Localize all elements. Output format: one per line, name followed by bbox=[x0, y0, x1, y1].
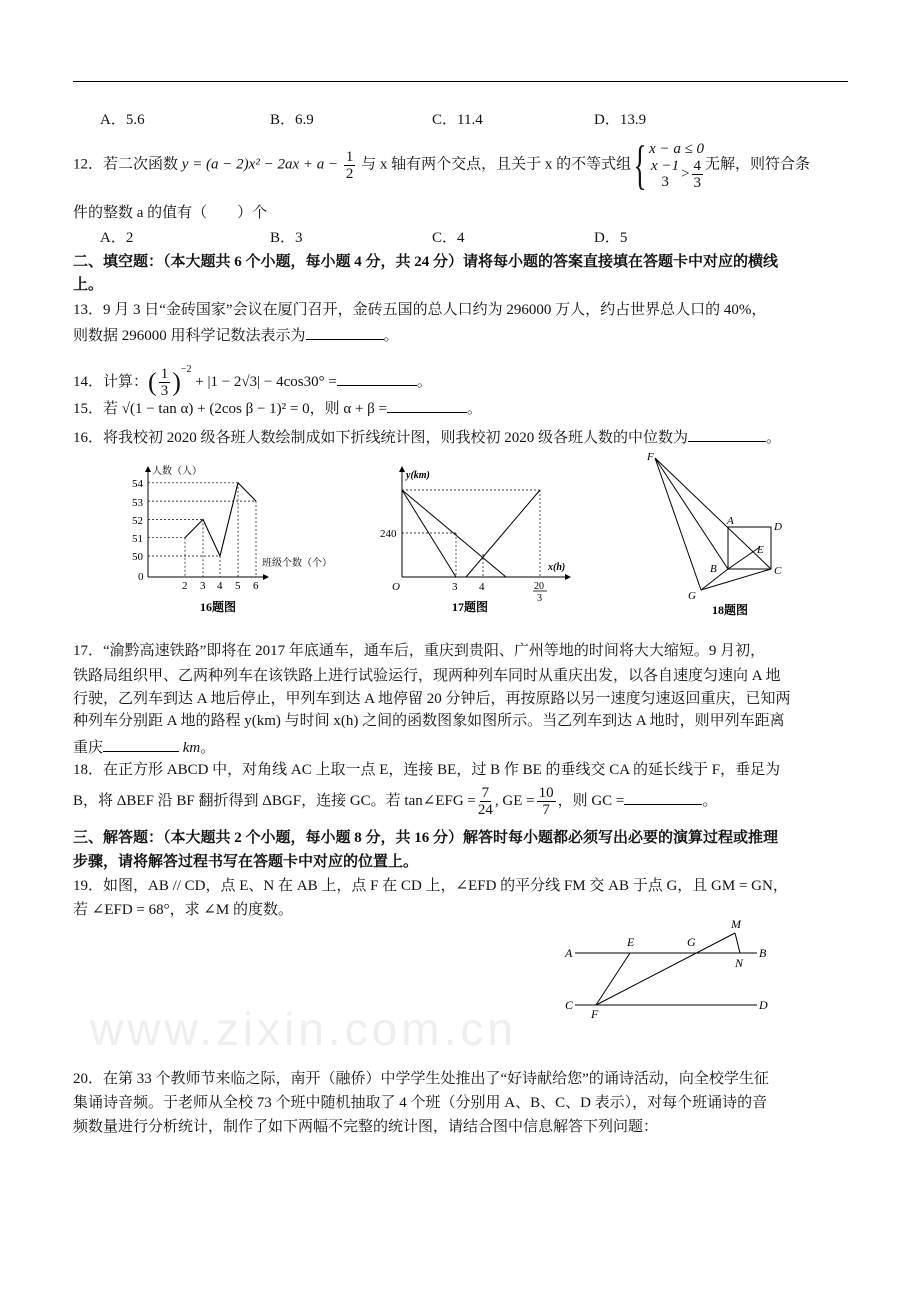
watermark: www.zixin.com.cn bbox=[90, 1003, 517, 1055]
fig18-label-d: D bbox=[774, 521, 782, 533]
fig18-label-a: A bbox=[727, 515, 734, 527]
denominator: 3 bbox=[693, 174, 702, 191]
q14: 14．计算：( $\frac{1}{3}$ )$^{-2}$ + |1 − 2√3| − 4cos30° = 。 bbox=[73, 364, 432, 400]
q17-line3: 行驶，乙列车到达 A 地后停止，甲列车到达 A 地停留 20 分钟后，再按原路以另一速度匀速返回重庆，已知两 bbox=[73, 691, 791, 707]
fig19-label-m: M bbox=[731, 917, 741, 931]
q11-option-b: B．6.9 bbox=[270, 112, 314, 128]
q20-line1: 20．在第 33 个教师节来临之际，南开（融侨）中学学生处推出了“好诗献给您”的诵诗活动，向全校学生征 bbox=[73, 1071, 769, 1087]
fig16-xtick: 6 bbox=[253, 580, 259, 592]
fig17-xtick: 3 bbox=[452, 581, 458, 593]
fig16-xtick: 5 bbox=[235, 580, 241, 592]
q18-line1: 18．在正方形 ABCD 中，对角线 AC 上取一点 E，连接 BE，过 B 作 BE 的垂线交 CA 的延长线于 F，垂足为 bbox=[73, 762, 781, 778]
q11-option-c: C．11.4 bbox=[432, 112, 483, 128]
numerator: 4 bbox=[693, 157, 702, 174]
numerator: 7 bbox=[481, 785, 490, 802]
q13-text: 则数据 296000 用科学记数法表示为 bbox=[73, 328, 306, 344]
fig16-ytick: 54 bbox=[132, 478, 143, 490]
fig17-xtick: 4 bbox=[479, 581, 485, 593]
denominator: 3 bbox=[160, 383, 169, 400]
fig17-graph bbox=[402, 467, 570, 577]
fig16-xtick: 2 bbox=[182, 580, 188, 592]
q19-line1: 19．如图，AB // CD，点 E、N 在 AB 上，点 F 在 CD 上，∠EFD 的平分线 FM 交 AB 于点 G，且 GM = GN， bbox=[73, 878, 788, 894]
fig19-label-n: N bbox=[735, 956, 744, 970]
fig16-ytick: 52 bbox=[132, 515, 143, 527]
brace-icon: { bbox=[633, 135, 647, 195]
fig19-label-e: E bbox=[627, 935, 635, 949]
fig16-data-line bbox=[185, 483, 256, 556]
fig16-ytick: 53 bbox=[132, 497, 143, 509]
numerator: x −1 bbox=[651, 158, 680, 174]
section3-heading-cont: 步骤，请将解答过程书写在答题卡中对应的位置上。 bbox=[73, 854, 419, 870]
q17-line2: 铁路局组织甲、乙两种列车在该铁路上进行试验运行，现两种列车同时从重庆出发，以各自速度匀速向 A 地 bbox=[73, 668, 781, 684]
unit: km bbox=[182, 740, 201, 756]
q12-function: y = (a − 2)x² − 2ax + a − bbox=[181, 156, 339, 173]
fig19-geometry bbox=[575, 933, 757, 1005]
q18-text-mid: , GE = bbox=[494, 793, 535, 809]
fig16-ylabel: 人数（人） bbox=[152, 466, 202, 477]
fig17-xtick-num: 20 bbox=[534, 581, 544, 592]
numerator: 10 bbox=[538, 785, 554, 802]
numerator: 1 bbox=[345, 148, 354, 165]
q18-line2 bbox=[73, 781, 717, 821]
q13-line1: 13．9 月 3 日“金砖国家”会议在厦门召开，金砖五国的总人口约为 296000 万人，约占世界总人口的 40%， bbox=[73, 302, 767, 318]
answer-blank bbox=[624, 790, 702, 805]
section2-heading-cont: 上。 bbox=[73, 277, 104, 293]
fig18-label-b: B bbox=[710, 563, 717, 575]
q17-line5 bbox=[73, 737, 215, 758]
inequality-1: x − a ≤ 0 bbox=[649, 140, 705, 157]
fig16-xtick: 4 bbox=[217, 580, 223, 592]
exponent: −2 bbox=[180, 364, 192, 375]
q11-option-a: A．5.6 bbox=[100, 112, 145, 128]
fig17-train-a-line bbox=[402, 490, 456, 577]
q18-text: B，将 ΔBEF 沿 BF 翻折得到 ΔBGF，连接 GC。若 tan∠EFG = bbox=[73, 793, 476, 809]
gt: > bbox=[681, 165, 690, 182]
fig19-label-c: C bbox=[565, 998, 574, 1012]
period: 。 bbox=[416, 374, 432, 390]
fig18-label-f: F bbox=[647, 451, 654, 463]
period: 。 bbox=[383, 328, 399, 344]
fig17-origin: O bbox=[392, 581, 400, 593]
denominator: 3 bbox=[661, 174, 669, 190]
period: 。 bbox=[467, 401, 483, 417]
fig16-line-chart bbox=[148, 467, 268, 577]
period: 。 bbox=[200, 740, 216, 756]
section2-heading: 二、填空题：（本大题共 6 个小题，每小题 4 分，共 24 分）请将每小题的答案直接填在答题卡中对应的横线 bbox=[73, 254, 779, 270]
fig18-label-e: E bbox=[757, 544, 764, 556]
fig19-label-g: G bbox=[687, 935, 696, 949]
fig19-label-f: F bbox=[591, 1007, 599, 1021]
q18-text-end: ，则 GC = bbox=[557, 793, 625, 809]
fig17-xtick-den: 3 bbox=[537, 593, 542, 604]
q17-line1: 17．“渝黔高速铁路”即将在 2017 年底通车，通车后，重庆到贵阳、广州等地的时间将大大缩短。9 月初， bbox=[73, 643, 766, 659]
denominator: 24 bbox=[477, 802, 493, 819]
fig17-caption: 17题图 bbox=[452, 600, 489, 614]
fig16-caption: 16题图 bbox=[200, 600, 237, 614]
fig16-ytick: 51 bbox=[132, 533, 143, 545]
fig16-xlabel: 班级个数（个） bbox=[262, 558, 332, 569]
denominator: 2 bbox=[345, 165, 354, 182]
q12-option-c: C．4 bbox=[432, 230, 465, 246]
fig18-label-g: G bbox=[688, 590, 696, 602]
fig17-xlabel: x(h) bbox=[548, 562, 566, 573]
q16-text: 16．将我校初 2020 级各班人数绘制成如下折线统计图，则我校初 2020 级各班人数的中位数为 bbox=[73, 430, 689, 446]
q12-text-end: 无解，则符合条 bbox=[705, 156, 811, 173]
fig19-label-b: B bbox=[759, 946, 767, 960]
q12-option-b: B．3 bbox=[270, 230, 303, 246]
q12-line2: 件的整数 a 的值有（ ）个 bbox=[73, 205, 268, 221]
fig18-caption: 18题图 bbox=[712, 603, 749, 617]
period: 。 bbox=[766, 430, 782, 446]
q12-text-mid: 与 x 轴有两个交点，且关于 x 的不等式组 bbox=[361, 156, 632, 173]
q14-expression: + |1 − 2√3| − 4cos30° = bbox=[195, 374, 337, 390]
q20-line3: 频数量进行分析统计，制作了如下两幅不完整的统计图，请结合图中信息解答下列问题： bbox=[73, 1119, 659, 1135]
q19-line2: 若 ∠EFD = 68°，求 ∠M 的度数。 bbox=[73, 902, 294, 918]
fig17-return-line bbox=[466, 490, 540, 577]
q12-number: 12． bbox=[73, 156, 104, 173]
section3-heading: 三、解答题：（本大题共 2 个小题，每小题 8 分，共 16 分）解答时每小题都必须写出必要的演算过程或推理 bbox=[73, 830, 779, 846]
denominator: 7 bbox=[542, 802, 550, 819]
numerator: 1 bbox=[160, 366, 169, 383]
q12-text: 若二次函数 bbox=[103, 156, 179, 173]
q11-option-d: D．13.9 bbox=[594, 112, 647, 128]
q17-text: 重庆 bbox=[73, 740, 104, 756]
fig16-ytick: 0 bbox=[138, 571, 144, 583]
fig16-ytick: 50 bbox=[132, 551, 143, 563]
fig19-label-d: D bbox=[759, 998, 768, 1012]
fig17-ytick: 240 bbox=[380, 528, 397, 540]
fig16-xtick: 3 bbox=[200, 580, 206, 592]
q14-label: 14．计算： bbox=[73, 374, 149, 390]
q12-option-d: D．5 bbox=[594, 230, 628, 246]
q17-line4: 种列车分别距 A 地的路程 y(km) 与时间 x(h) 之间的函数图象如图所示。当乙列车到达 A 地时，则甲列车距离 bbox=[73, 713, 785, 729]
q12-option-a: A．2 bbox=[100, 230, 134, 246]
period: 。 bbox=[702, 793, 718, 809]
fig17-train-b-line bbox=[402, 490, 506, 577]
q20-line2: 集诵诗音频。于老师从全校 73 个班中随机抽取了 4 个班（分别用 A、B、C、D 表示），对每个班诵诗的音 bbox=[73, 1095, 768, 1111]
answer-blank bbox=[103, 737, 179, 752]
q15-text: 15．若 √(1 − tan α) + (2cos β − 1)² = 0，则 α + β = bbox=[73, 401, 388, 417]
fig18-label-c: C bbox=[774, 565, 782, 577]
fig19-label-a: A bbox=[565, 946, 573, 960]
fig17-ylabel: y(km) bbox=[406, 470, 430, 481]
